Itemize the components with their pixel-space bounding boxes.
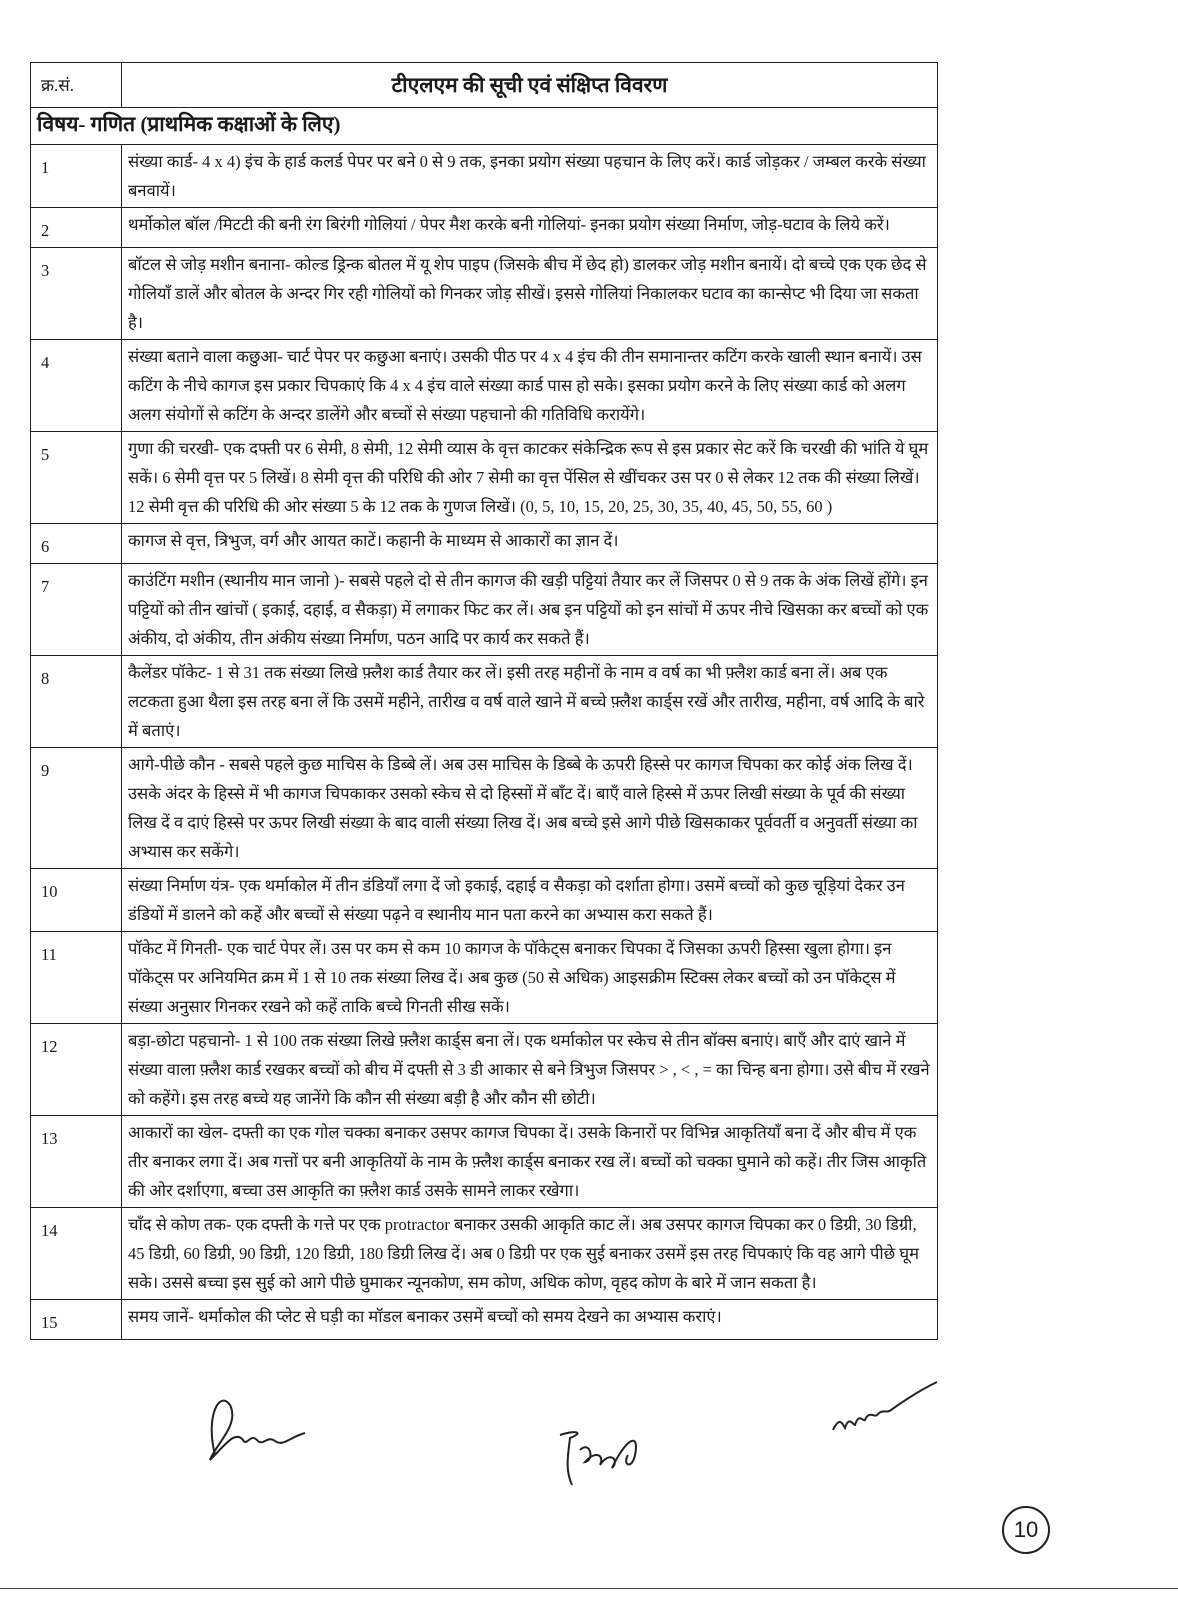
tlm-description: आगे-पीछे कौन - सबसे पहले कुछ माचिस के डिब्बे लें। अब उस माचिस के डिब्बे के ऊपरी हिस्से पर कागज चिपका कर कोई अंक लिख दें। उसके अंदर के हिस्से में भी कागज चिपकाकर उसको स्केच से दो हिस्सों में बाँट दें। बाएँ वाले हिस्से में ऊपर लिखी संख्या के पूर्व की संख्या लिख दें व दाएं हिस्से पर ऊपर लिखी संख्या के बाद वाली संख्या लिख दें। अब बच्चे इसे आगे पीछे खिसकाकर पूर्ववर्ती व अनुवर्ती संख्या का अभ्यास कर सकेंगे। (122, 748, 938, 869)
table-row (31, 248, 938, 340)
subject-heading: विषय- गणित (प्राथमिक कक्षाओं के लिए) (31, 108, 938, 145)
table-row (31, 1024, 938, 1116)
table-row (31, 340, 938, 432)
serial-number: 5 (31, 432, 122, 524)
tlm-description: संख्या कार्ड- 4 x 4) इंच के हार्ड कलर्ड पेपर पर बने 0 से 9 तक, इनका प्रयोग संख्या पहचान के लिए करें। कार्ड जोड़कर / जम्बल करके संख्या बनवायें। (122, 145, 938, 208)
serial-number: 15 (31, 1300, 122, 1340)
table-row (31, 869, 938, 932)
tlm-description: पॉकेट में गिनती- एक चार्ट पेपर लें। उस पर कम से कम 10 कागज के पॉकेट्स बनाकर चिपका दें जिसका ऊपरी हिस्सा खुला होगा। इन पॉकेट्स पर अनियमित क्रम में 1 से 10 तक संख्या लिख दें। अब कुछ (50 से अधिक) आइसक्रीम स्टिक्स लेकर बच्चों को उन पॉकेट्स में संख्या अनुसार गिनकर रखने को कहें ताकि बच्चे गिनती सीख सकें। (122, 932, 938, 1024)
tlm-description: कैलेंडर पॉकेट- 1 से 31 तक संख्या लिखे फ़्लैश कार्ड तैयार कर लें। इसी तरह महीनों के नाम व वर्ष का भी फ़्लैश कार्ड बना लें। अब एक लटकता हुआ थैला इस तरह बना लें कि उसमें महीने, तारीख व वर्ष वाले खाने में बच्चे फ़्लैश कार्ड्स रखें और तारीख, महीना, वर्ष आदि के बारे में बताएं। (122, 656, 938, 748)
table-row (31, 524, 938, 564)
serial-number: 8 (31, 656, 122, 748)
table-row (31, 145, 938, 208)
serial-number: 1 (31, 145, 122, 208)
tlm-description: समय जानें- थर्माकोल की प्लेट से घड़ी का मॉडल बनाकर उसमें बच्चों को समय देखने का अभ्यास कराएं। (122, 1300, 938, 1340)
table-row (31, 1300, 938, 1340)
table-title: टीएलएम की सूची एवं संक्षिप्त विवरण (122, 63, 938, 108)
signature-3 (825, 1370, 945, 1450)
table-row (31, 1208, 938, 1300)
tlm-description: बॉटल से जोड़ मशीन बनाना- कोल्ड ड्रिन्क बोतल में यू शेप पाइप (जिसके बीच में छेद हो) डालकर जोड़ मशीन बनायें। दो बच्चे एक एक छेद से गोलियाँ डालें और बोतल के अन्दर गिर रही गोलियों को गिनकर जोड़ सीखें। इससे गोलियां निकालकर घटाव का कान्सेप्ट भी दिया जा सकता है। (122, 248, 938, 340)
serial-number: 3 (31, 248, 122, 340)
tlm-description: काउंटिंग मशीन (स्थानीय मान जानो )- सबसे पहले दो से तीन कागज की खड़ी पट्टियां तैयार कर लें जिसपर 0 से 9 तक के अंक लिखें होंगे। इन पट्टियों को तीन खांचों ( इकाई, दहाई, व सैकड़ा) में लगाकर फिट कर लें। अब इन पट्टियों को इन सांचों में ऊपर नीचे खिसका कर बच्चों को एक अंकीय, दो अंकीय, तीन अंकीय संख्या निर्माण, पठन आदि पर कार्य कर सकते हैं। (122, 564, 938, 656)
table-row (31, 748, 938, 869)
page-number: 10 (1002, 1506, 1050, 1554)
page-bottom-rule (0, 1588, 1178, 1589)
tlm-description: बड़ा-छोटा पहचानो- 1 से 100 तक संख्या लिखे फ़्लैश कार्ड्स बना लें। एक थर्माकोल पर स्केच से तीन बॉक्स बनाएं। बाएँ और दाएं खाने में संख्या वाला फ़्लैश कार्ड रखकर बच्चों को बीच में दफ्ती से 3 डी आकार से बने त्रिभुज जिसपर > , < , = का चिन्ह बना होगा। उसे बीच में रखने को कहेंगे। इस तरह बच्चे यह जानेंगे कि कौन सी संख्या बड़ी है और कौन सी छोटी। (122, 1024, 938, 1116)
table-row (31, 564, 938, 656)
serial-number: 6 (31, 524, 122, 564)
table-row (31, 432, 938, 524)
serial-number: 10 (31, 869, 122, 932)
serial-number: 11 (31, 932, 122, 1024)
tlm-description: संख्या बताने वाला कछुआ- चार्ट पेपर पर कछुआ बनाएं। उसकी पीठ पर 4 x 4 इंच की तीन समानान्तर कटिंग करके खाली स्थान बनायें। उस कटिंग के नीचे कागज इस प्रकार चिपकाएं कि 4 x 4 इंच वाले संख्या कार्ड पास हो सके। इसका प्रयोग करने के लिए संख्या कार्ड को अलग अलग संयोगों से कटिंग के अन्दर डालेंगे और बच्चों से संख्या पहचानो की गतिविधि करायेंगे। (122, 340, 938, 432)
serial-number: 13 (31, 1116, 122, 1208)
tlm-description: चाँद से कोण तक- एक दफ्ती के गत्ते पर एक protractor बनाकर उसकी आकृति काट लें। अब उसपर कागज चिपका कर 0 डिग्री, 30 डिग्री, 45 डिग्री, 60 डिग्री, 90 डिग्री, 120 डिग्री, 180 डिग्री लिख दें। अब 0 डिग्री पर एक सुई बनाकर उसमें इस तरह चिपकाएं कि वह आगे पीछे घूम सके। उससे बच्चा इस सुई को आगे पीछे घुमाकर न्यूनकोण, सम कोण, अधिक कोण, वृहद कोण के बारे में जान सकता है। (122, 1208, 938, 1300)
table-row (31, 932, 938, 1024)
table-row (31, 208, 938, 248)
serial-number: 12 (31, 1024, 122, 1116)
tlm-description: संख्या निर्माण यंत्र- एक थर्माकोल में तीन डंडियाँ लगा दें जो इकाई, दहाई व सैकड़ा को दर्शाता होगा। उसमें बच्चों को कुछ चूड़ियां देकर उन डंडियों में डालने को कहें और बच्चों से संख्या पढ़ने व स्थानीय मान पता करने का अभ्यास करा सकते हैं। (122, 869, 938, 932)
serial-number: 14 (31, 1208, 122, 1300)
table-row (31, 656, 938, 748)
tlm-description: थर्मोकोल बॉल /मिटटी की बनी रंग बिरंगी गोलियां / पेपर मैश करके बनी गोलियां- इनका प्रयोग संख्या निर्माण, जोड़-घटाव के लिये करें। (122, 208, 938, 248)
signature-1 (195, 1385, 315, 1475)
serial-number: 9 (31, 748, 122, 869)
tlm-table (30, 62, 938, 1340)
tlm-description: गुणा की चरखी- एक दफ्ती पर 6 सेमी, 8 सेमी, 12 सेमी व्यास के वृत्त काटकर संकेन्द्रिक रूप से इस प्रकार सेट करें कि चरखी की भांति ये घूम सकें। 6 सेमी वृत्त पर 5 लिखें। 8 सेमी वृत्त की परिधि की ओर 7 सेमी का वृत्त पेंसिल से खींचकर उस पर 0 से लेकर 12 तक की संख्या लिखें। 12 सेमी वृत्त की परिधि की ओर संख्या 5 के 12 तक के गुणज लिखें। (0, 5, 10, 15, 20, 25, 30, 35, 40, 45, 50, 55, 60 ) (122, 432, 938, 524)
table-row (31, 1116, 938, 1208)
signature-2 (550, 1410, 660, 1500)
serial-number: 4 (31, 340, 122, 432)
table-header-row (31, 63, 938, 108)
tlm-description: आकारों का खेल- दफ्ती का एक गोल चक्का बनाकर उसपर कागज चिपका दें। उसके किनारों पर विभिन्न आकृतियाँ बना दें और बीच में एक तीर बनाकर लगा दें। अब गत्तों पर बनी आकृतियों के नाम के फ़्लैश कार्ड्स बनाकर रख लें। बच्चों को चक्का घुमाने को कहें। तीर जिस आकृति की ओर दर्शाएगा, बच्चा उस आकृति का फ़्लैश कार्ड उसके सामने लाकर रखेगा। (122, 1116, 938, 1208)
serial-number: 2 (31, 208, 122, 248)
tlm-description: कागज से वृत्त, त्रिभुज, वर्ग और आयत काटें। कहानी के माध्यम से आकारों का ज्ञान दें। (122, 524, 938, 564)
subject-row (31, 108, 938, 145)
serial-number: 7 (31, 564, 122, 656)
serial-number-header: क्र.सं. (31, 63, 122, 108)
